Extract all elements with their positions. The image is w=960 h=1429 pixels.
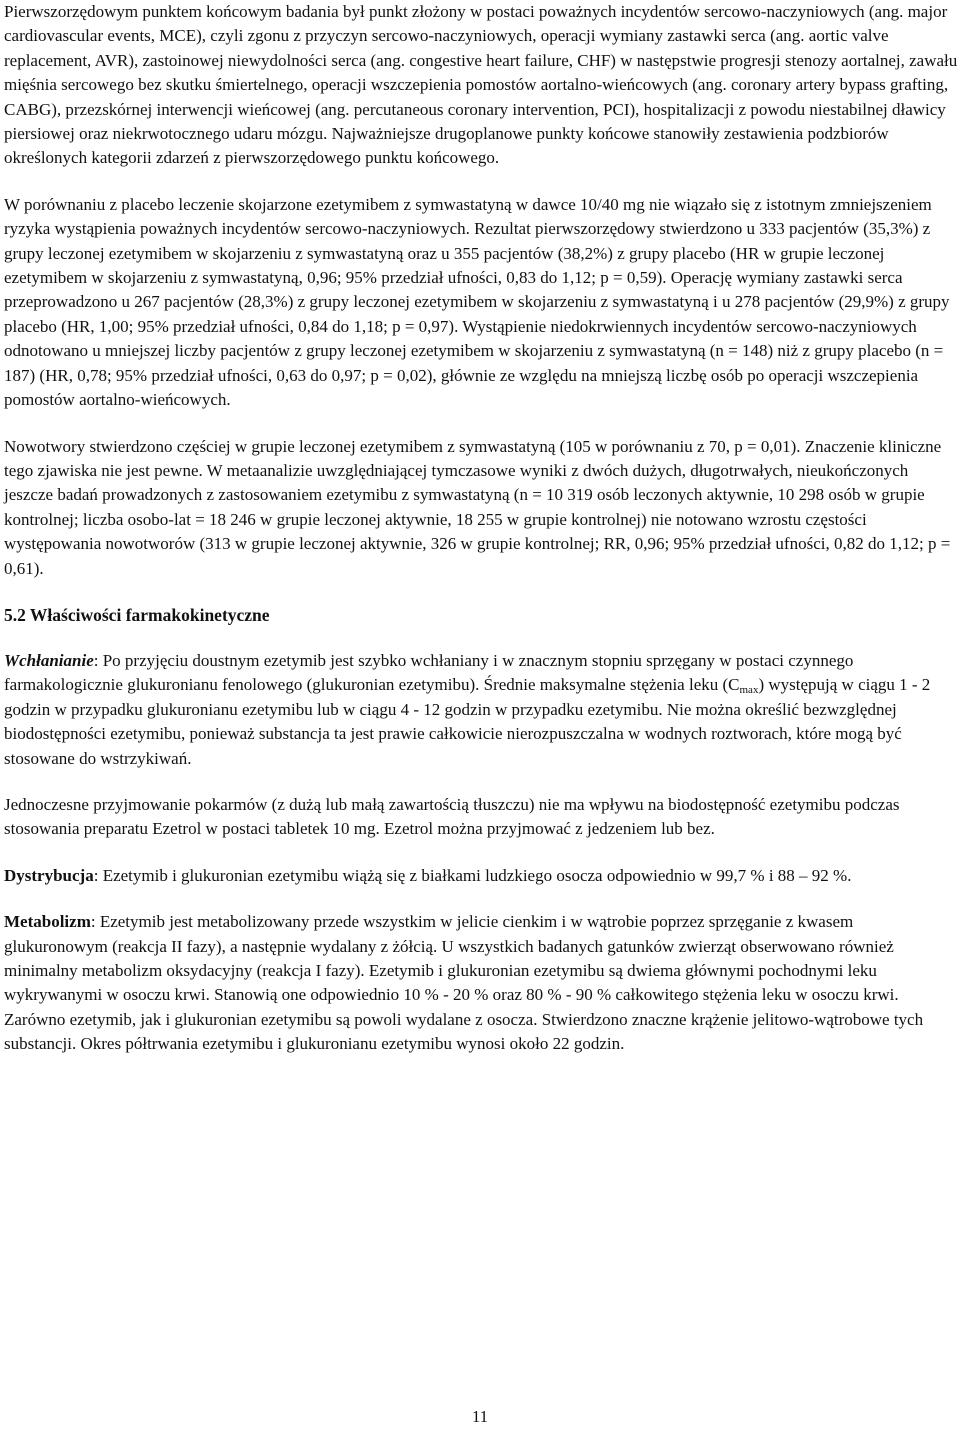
absorption-text-b: ) występują w ciągu 1 - 2 godzin w przypadku glukuronianu ezetymibu lub w ciągu 4 - 12 godzin w przypadku ezetymibu. Nie można określić bezwzględnej biodostępności ezetymibu, ponieważ substancja ta jest prawie całkowicie nierozpuszczalna w wodnych roztworach, które mogą być stosowane do wstrzykiwań. [4, 675, 931, 768]
absorption-text-a: : Po przyjęciu doustnym ezetymib jest szybko wchłaniany i w znacznym stopniu sprzęgany w postaci czynnego farmakologicznie glukuronianu fenolowego (glukuronian ezetymibu). Średnie maksymalne stężenia leku (C [4, 650, 854, 695]
paragraph-cancer: Nowotwory stwierdzono częściej w grupie leczonej ezetymibem z symwastatyną (105 w porównaniu z 70, p = 0,01). Znaczenie kliniczne tego zjawiska nie jest pewne. W metaanalizie uwzględniającej tymczasowe wyniki z dwóch dużych, długotrwałych, nieukończonych jeszcze badań prowadzonych z zastosowaniem ezetymibu z symwastatyną (n = 10 319 osób leczonych aktywnie, 10 298 osób w grupie kontrolnej; liczba osobo-lat = 18 246 w grupie leczonej aktywnie, 18 255 w grupie kontrolnej) nie notowano wzrostu częstości występowania nowotworów (313 w grupie leczonej aktywnie, 326 w grupie kontrolnej; RR, 0,96; 95% przedział ufności, 0,82 do 1,12; p = 0,61). [4, 436, 951, 578]
metabolism-text: : Ezetymib jest metabolizowany przede wszystkim w jelicie cienkim i w wątrobie poprzez sprzęganie z kwasem glukuronowym (reakcja II fazy), a następnie wydalany z żółcią. U wszystkich badanych gatunków zwierząt obserwowano również minimalny metabolizm oksydacyjny (reakcja I fazy). Ezetymib i glukuronian ezetymibu są dwiema głównymi pochodnymi leku wykrywanymi w osoczu krwi. Stanowią one odpowiednio 10 % - 20 % oraz 80 % - 90 % całkowitego stężenia leku w osoczu krwi. Zarówno ezetymib, jak i glukuronian ezetymibu są powoli wydalane z osocza. Stwierdzono znaczne krążenie jelitowo-wątrobowe tych substancji. Okres półtrwania ezetymibu i glukuronianu ezetymibu wynosi około 22 godzin. [4, 912, 924, 1054]
section-heading: 5.2 Właściwości farmakokinetyczne [4, 604, 270, 625]
paragraph-primary-endpoint: Pierwszorzędowym punktem końcowym badania był punkt złożony w postaci poważnych incydentów sercowo-naczyniowych (ang. major cardiovascular events, MCE), czyli zgonu z przyczyn sercowo-naczyniowych, operacji wymiany zastawki serca (ang. aortic valve replacement, AVR), zastoinowej niewydolności serca (ang. congestive heart failure, CHF) w następstwie progresji stenozy aortalnej, zawału mięśnia sercowego bez skutku śmiertelnego, operacji wszczepienia pomostów aortalno-wieńcowych (ang. coronary artery bypass grafting, CABG), przezskórnej interwencji wieńcowej (ang. percutaneous coronary intervention, PCI), hospitalizacji z powodu niestabilnej dławicy piersiowej oraz niekrwotocznego udaru mózgu. Najważniejsze drugoplanowe punkty końcowe stanowiły zestawienia podzbiorów określonych kategorii zdarzeń z pierwszorzędowego punktu końcowego. [4, 2, 958, 168]
paragraph-metabolism [4, 910, 958, 1056]
document-page [4, 0, 958, 1079]
paragraph-distribution [4, 864, 958, 888]
paragraph-food: Jednoczesne przyjmowanie pokarmów (z dużą lub małą zawartością tłuszczu) nie ma wpływu na biodostępność ezetymibu podczas stosowania preparatu Ezetrol w postaci tabletek 10 mg. Ezetrol można przyjmować z jedzeniem lub bez. [4, 794, 900, 839]
cmax-subscript: max [739, 684, 759, 697]
distribution-label: Dystrybucja [4, 865, 94, 885]
page-number: 11 [471, 1407, 489, 1426]
metabolism-label: Metabolizm [4, 912, 91, 932]
paragraph-results: W porównaniu z placebo leczenie skojarzone ezetymibem z symwastatyną w dawce 10/40 mg nie wiązało się z istotnym zmniejszeniem ryzyka wystąpienia poważnych incydentów sercowo-naczyniowych. Rezultat pierwszorzędowy stwierdzono u 333 pacjentów (35,3%) z grupy leczonej ezetymibem w skojarzeniu z symwastatyną oraz u 355 pacjentów (38,2%) z grupy placebo (HR w grupie leczonej ezetymibem w skojarzeniu z symwastatyną, 0,96; 95% przedział ufności, 0,83 do 1,12; p = 0,59). Operację wymiany zastawki serca przeprowadzono u 267 pacjentów (28,3%) z grupy leczonej ezetymibem w skojarzeniu z symwastatyną i u 278 pacjentów (29,9%) z grupy placebo (HR, 1,00; 95% przedział ufności, 0,84 do 1,18; p = 0,97). Wystąpienie niedokrwiennych incydentów sercowo-naczyniowych odnotowano u mniejszej liczby pacjentów z grupy leczonej ezetymibem w skojarzeniu z symwastatyną (n = 148) niż z grupy placebo (n = 187) (HR, 0,78; 95% przedział ufności, 0,63 do 0,97; p = 0,02), głównie ze względu na mniejszą liczbę osób po operacji wszczepienia pomostów aortalno-wieńcowych. [4, 194, 950, 410]
absorption-label: Wchłanianie [4, 650, 94, 670]
paragraph-absorption [4, 649, 958, 771]
distribution-text: : Ezetymib i glukuronian ezetymibu wiążą się z białkami ludzkiego osocza odpowiednio w 99,7 % i 88 – 92 %. [93, 865, 852, 885]
